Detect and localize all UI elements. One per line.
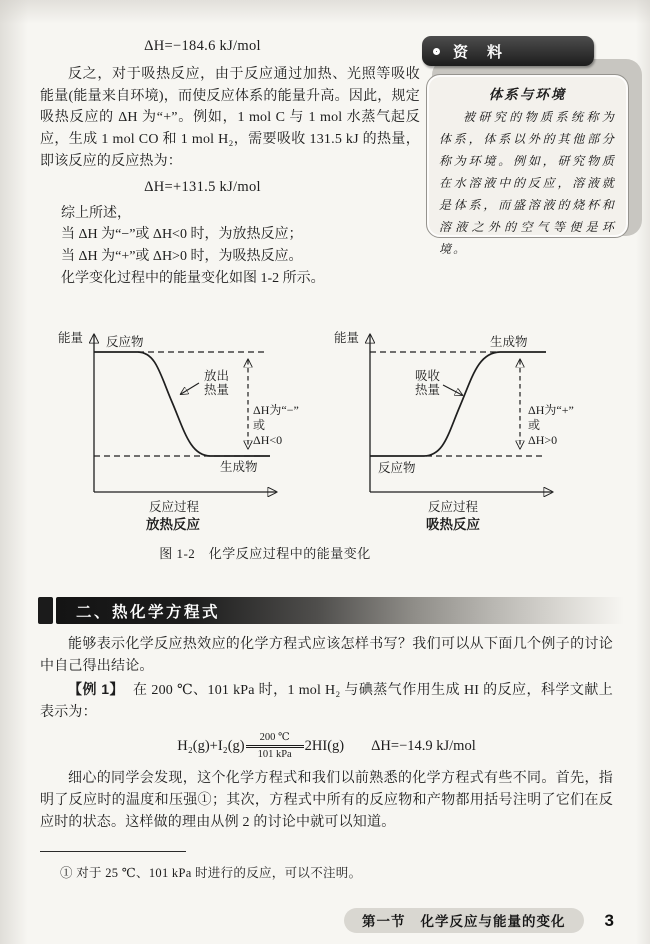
example-1-paragraph [40, 679, 613, 723]
page-number: 3 [604, 910, 614, 930]
example-1-text: 在 200 ℃、101 kPa 时，1 mol H₂ 与碘蒸气作用生成 HI 的反应，科学文献上表示为： [40, 683, 613, 721]
endothermic-energy-diagram [328, 322, 628, 534]
energy-curve [94, 352, 270, 456]
exothermic-energy-diagram [52, 322, 352, 534]
summary-line: 综上所述， [61, 205, 131, 221]
reference-box [420, 36, 642, 256]
delta-annotation-line1: ΔH为“−” [253, 403, 299, 417]
y-axis-label: 能量 [58, 331, 84, 345]
summary-line: 化学变化过程中的能量变化如图 1-2 所示。 [61, 271, 325, 287]
footer-section-number: 第一节 [362, 914, 406, 929]
process-label-line1: 吸收 [415, 369, 441, 383]
lower-text-block [40, 634, 613, 833]
enthalpy-formula-positive: ΔH=+131.5 kJ/mol [144, 178, 261, 195]
paragraph-intro: 能够表示化学反应热效应的化学方程式应该怎样书写？我们可以从下面几个例子的讨论中自己得出结论。 [40, 637, 613, 674]
top-section [40, 36, 642, 290]
footnote-text: ① 对于 25 ℃、101 kPa 时进行的反应，可以不注明。 [60, 866, 362, 880]
footnote-divider [40, 851, 186, 852]
reference-box-panel [426, 74, 629, 256]
product-label: 生成物 [220, 460, 258, 474]
main-text-column [40, 36, 420, 290]
enthalpy-formula-negative: ΔH=−184.6 kJ/mol [144, 38, 261, 54]
section-heading: 二、热化学方程式 [76, 603, 221, 621]
process-label-line2: 热量 [415, 383, 441, 397]
footer-section-title: 化学反应与能量的变化 [420, 914, 566, 929]
summary-block [40, 203, 420, 291]
delta-annotation-line1: ΔH为“+” [528, 403, 574, 417]
y-axis-label: 能量 [334, 331, 360, 345]
chart-title: 放热反应 [146, 517, 200, 532]
summary-line: 当 ΔH 为“+”或 ΔH>0 时，为吸热反应。 [61, 249, 303, 265]
x-axis-label: 反应过程 [149, 500, 200, 514]
paragraph-endothermic: 反之，对于吸热反应，由于反应通过加热、光照等吸收能量(能量来自环境)，而使反应体系的能量升高。因此，规定吸热反应的 ΔH 为“+”。例如，1 mol C 与 1 mol 水蒸气起反应，生成 1 mol CO 和 1 mol H₂，需要吸收 131.5 kJ 的热量，即该反应的反应热为： [40, 67, 420, 169]
example-1-label: 【例 1】 [68, 681, 124, 698]
reference-box-header-label: 资 料 [453, 43, 505, 61]
delta-annotation-line3: ΔH<0 [253, 433, 283, 447]
delta-annotation-line3: ΔH>0 [528, 433, 558, 447]
equation-condition-temperature: 200 ℃ [259, 731, 290, 743]
summary-line: 当 ΔH 为“−”或 ΔH<0 时，为放热反应； [61, 227, 303, 243]
reactant-label: 反应物 [378, 461, 416, 475]
circle-bullet-icon [433, 48, 440, 55]
equation-delta-h: ΔH=−14.9 kJ/mol [371, 737, 476, 754]
x-axis-label: 反应过程 [428, 500, 479, 514]
equation-rhs: 2HI(g) [304, 737, 345, 754]
paragraph-discussion: 细心的同学会发现，这个化学方程式和我们以前熟悉的化学方程式有些不同。首先，指明了反应时的温度和压强①；其次，方程式中所有的反应物和产物都用括号注明了它们在反应时的状态。这样做的理由从例 2 的讨论中就可以知道。 [40, 771, 613, 830]
page-footer [344, 908, 614, 933]
chart-title: 吸热反应 [426, 517, 480, 532]
equation-condition-pressure: 101 kPa [257, 749, 292, 761]
process-label-line1: 放出 [204, 369, 230, 383]
section-header-accent-block [38, 597, 53, 624]
figure-1-2 [0, 322, 650, 538]
thermochemical-equation [40, 732, 613, 762]
equation-conditions [246, 732, 304, 762]
delta-annotation-line2: 或 [528, 418, 541, 432]
equation-lhs: H₂(g)+I₂(g) [177, 737, 245, 754]
double-line-equals-icon [246, 745, 304, 747]
reference-box-header [422, 36, 594, 66]
figure-caption: 图 1-2 化学反应过程中的能量变化 [159, 546, 371, 561]
process-label-line2: 热量 [204, 383, 230, 397]
section-header-bar [38, 597, 624, 624]
section-header-gradient [56, 597, 624, 624]
process-pointer-arrow [181, 383, 199, 394]
product-label: 生成物 [490, 335, 528, 349]
reference-box-title: 体系与环境 [488, 87, 567, 102]
delta-annotation-line2: 或 [253, 418, 266, 432]
reference-box-body: 被研究的物质系统称为体系，体系以外的其他部分称为环境。例如，研究物质在水溶液中的反应，溶液就是体系，而盛溶液的烧杯和溶液之外的空气等便是环境。 [439, 110, 616, 256]
process-pointer-arrow [443, 385, 462, 395]
reactant-label: 反应物 [106, 335, 144, 349]
footer-section-pill [344, 908, 584, 933]
